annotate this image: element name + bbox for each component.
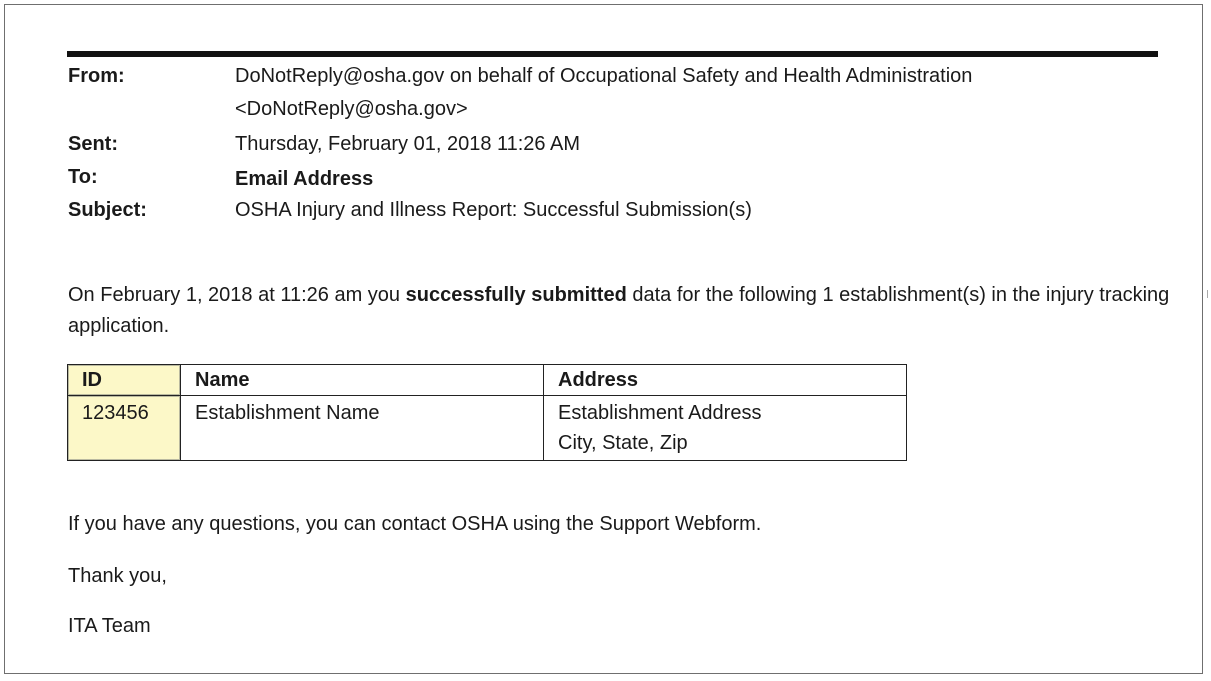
signature-line: ITA Team <box>68 615 151 637</box>
cell-address <box>544 396 907 461</box>
intro-text-end: data for the following 1 establishment(s) in the injury tracking application. <box>68 284 1170 337</box>
header-rule <box>67 51 1158 57</box>
column-header-address: Address <box>544 365 907 396</box>
intro-text-start: On February 1, 2018 at 11:26 am you <box>68 284 406 306</box>
margin-tick <box>1207 290 1211 298</box>
address-line-1: Establishment Address <box>558 402 762 424</box>
questions-paragraph: If you have any questions, you can contact OSHA using the Support Webform. <box>68 513 762 535</box>
thanks-line: Thank you, <box>68 565 167 587</box>
address-line-2: City, State, Zip <box>558 432 688 454</box>
table-row <box>68 396 907 461</box>
subject-label: Subject: <box>68 199 147 221</box>
intro-text-bold: successfully submitted <box>405 284 627 306</box>
from-address: <DoNotReply@osha.gov> <box>235 98 468 120</box>
column-header-name: Name <box>181 365 544 396</box>
from-value: DoNotReply@osha.gov on behalf of Occupational Safety and Health Administration <box>235 65 973 87</box>
from-label: From: <box>68 65 125 87</box>
to-label: To: <box>68 166 98 188</box>
table-header-row <box>68 365 907 396</box>
sent-value: Thursday, February 01, 2018 11:26 AM <box>235 133 581 155</box>
cell-name: Establishment Name <box>181 396 544 461</box>
establishment-table <box>67 364 907 461</box>
intro-paragraph <box>68 280 1178 342</box>
to-value: Email Address <box>235 168 374 190</box>
sent-label: Sent: <box>68 133 118 155</box>
subject-value: OSHA Injury and Illness Report: Successful Submission(s) <box>235 199 752 221</box>
cell-id: 123456 <box>68 396 181 461</box>
column-header-id: ID <box>68 365 181 396</box>
